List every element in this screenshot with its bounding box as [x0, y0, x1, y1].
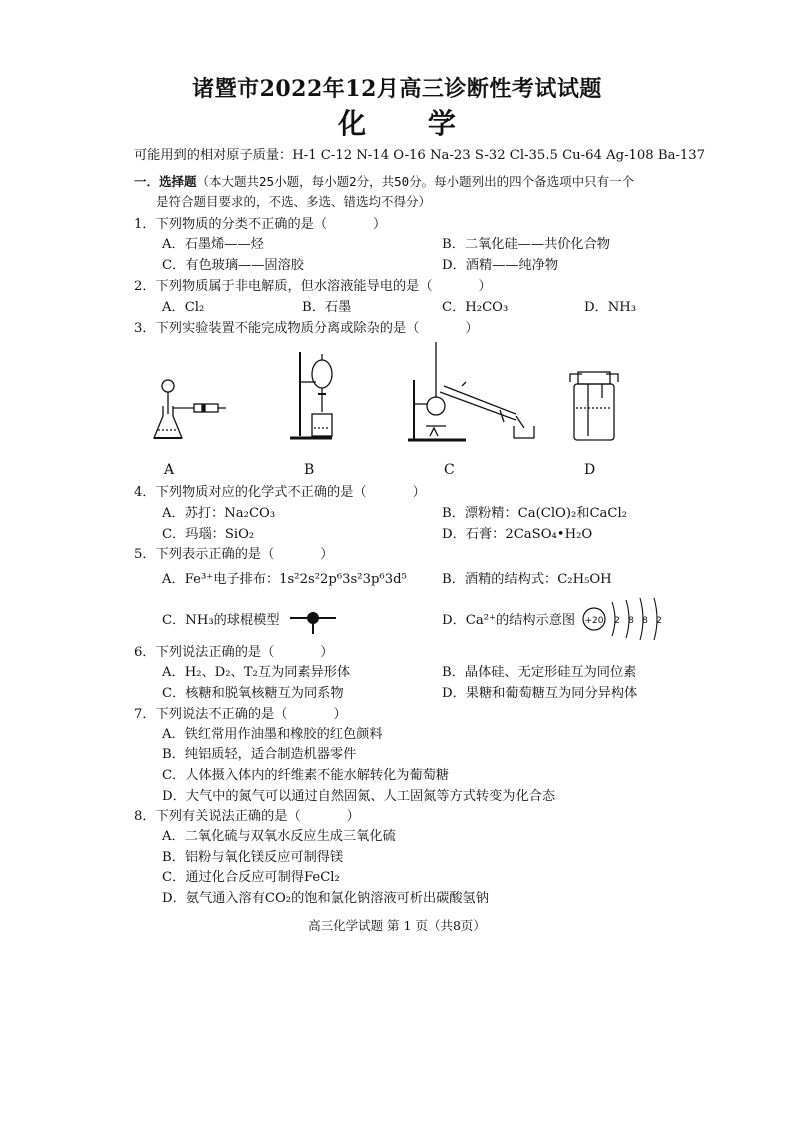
section-desc-1: （本大题共25小题，每小题2分，共50分。每小题列出的四个备选项中只有一个	[196, 174, 635, 189]
q6-option-a: A．H₂、D₂、T₂互为同素异形体	[162, 665, 351, 680]
nucleus-charge: +20	[584, 616, 604, 626]
apparatus-a-figure	[150, 350, 230, 450]
q3-stem	[134, 320, 479, 338]
apparatus-b-label: B	[304, 462, 315, 478]
q1-option-a: A．石墨烯——烃	[162, 237, 264, 252]
q7-option-d: D．大气中的氮气可以通过自然固氮、人工固氮等方式转变为化合态	[162, 789, 556, 804]
q1-close: ）	[373, 217, 387, 232]
apparatus-a-label: A	[164, 462, 175, 478]
q4-stem-text: 4．下列物质对应的化学式不正确的是（	[134, 485, 367, 500]
section-1-intro	[134, 173, 634, 191]
q1-option-c: C．有色玻璃——固溶胶	[162, 258, 304, 273]
q5-option-d: D．Ca²⁺的结构示意图	[442, 613, 576, 628]
q6-stem-text: 6．下列说法正确的是（	[134, 645, 275, 660]
q8-stem	[134, 808, 360, 826]
q4-option-b: B．漂粉精：Ca(ClO)₂和CaCl₂	[442, 506, 628, 521]
q6-option-c: C．核糖和脱氧核糖互为同系物	[162, 686, 344, 701]
q8-option-a: A．二氧化硫与双氧水反应生成三氧化硫	[162, 829, 396, 844]
q4-option-d: D．石膏：2CaSO₄•H₂O	[442, 527, 593, 542]
q2-option-b: B．石墨	[302, 300, 352, 315]
q7-option-a: A．铁红常用作油墨和橡胶的红色颜料	[162, 727, 383, 742]
shell-4: 2	[656, 616, 662, 626]
shell-3: 8	[642, 616, 648, 626]
q8-option-d: D．氨气通入溶有CO₂的饱和氯化钠溶液可析出碳酸氢钠	[162, 891, 489, 906]
q7-option-c: C．人体摄入体内的纤维素不能水解转化为葡萄糖	[162, 768, 450, 783]
q5-option-b: B．酒精的结构式：C₂H₅OH	[442, 572, 612, 587]
q6-option-d: D．果糖和葡萄糖互为同分异构体	[442, 686, 638, 701]
atomic-masses: 可能用到的相对原子质量：H-1 C-12 N-14 O-16 Na-23 S-32 Cl-35.5 Cu-64 Ag-108 Ba-137	[134, 148, 706, 163]
q2-stem-text: 2．下列物质属于非电解质，但水溶液能导电的是（	[134, 279, 433, 294]
q5-option-c: C．NH₃的球棍模型	[162, 613, 280, 628]
q8-option-c: C．通过化合反应可制得FeCl₂	[162, 870, 340, 885]
q3-close: ）	[465, 321, 479, 336]
shell-2: 8	[628, 616, 634, 626]
q2-option-a: A．Cl₂	[162, 300, 205, 315]
q7-close: ）	[333, 707, 347, 722]
q7-stem-text: 7．下列说法不正确的是（	[134, 707, 288, 722]
q1-option-b: B．二氧化硅——共价化合物	[442, 237, 610, 252]
q4-close: ）	[412, 485, 426, 500]
q2-option-c: C．H₂CO₃	[442, 300, 509, 315]
q3-stem-text: 3．下列实验装置不能完成物质分离或除杂的是（	[134, 321, 420, 336]
q7-stem	[134, 706, 347, 724]
section-heading: 一．选择题	[134, 174, 197, 189]
apparatus-b-figure	[288, 352, 348, 442]
q2-stem	[134, 278, 492, 296]
exam-title: 诸暨市2022年12月高三诊断性考试试题	[192, 76, 602, 102]
shell-1: 2	[614, 616, 620, 626]
q7-option-b: B．纯铝质轻，适合制造机器零件	[162, 747, 357, 762]
q4-option-c: C．玛瑙：SiO₂	[162, 527, 255, 542]
q4-stem	[134, 484, 426, 502]
q1-stem	[134, 216, 386, 234]
q1-stem-text: 1．下列物质的分类不正确的是（	[134, 217, 328, 232]
page-footer: 高三化学试题 第 1 页（共8页）	[308, 918, 486, 933]
apparatus-c-figure	[406, 342, 546, 442]
apparatus-d-figure	[566, 352, 626, 442]
apparatus-c-label: C	[444, 462, 455, 478]
q5-close: ）	[320, 547, 334, 562]
ca-ion-structure-diagram	[580, 596, 700, 642]
q8-close: ）	[346, 809, 360, 824]
q1-option-d: D．酒精——纯净物	[442, 258, 559, 273]
section-desc-2: 是符合题目要求的，不选、多选、错选均不得分）	[156, 194, 432, 209]
q4-option-a: A．苏打：Na₂CO₃	[162, 506, 276, 521]
q2-option-d: D．NH₃	[584, 300, 637, 315]
apparatus-d-label: D	[584, 462, 596, 478]
q5-stem-text: 5．下列表示正确的是（	[134, 547, 275, 562]
q5-stem	[134, 546, 333, 564]
subject-heading: 化 学	[338, 107, 482, 140]
q8-stem-text: 8．下列有关说法正确的是（	[134, 809, 301, 824]
q6-option-b: B．晶体硅、无定形硅互为同位素	[442, 665, 637, 680]
q6-close: ）	[320, 645, 334, 660]
q6-stem	[134, 644, 333, 662]
nh3-ball-stick-model	[288, 606, 338, 636]
q2-close: ）	[478, 279, 492, 294]
q5-option-a: A．Fe³⁺电子排布：1s²2s²2p⁶3s²3p⁶3d⁵	[162, 572, 407, 587]
q8-option-b: B．铝粉与氧化镁反应可制得镁	[162, 850, 344, 865]
